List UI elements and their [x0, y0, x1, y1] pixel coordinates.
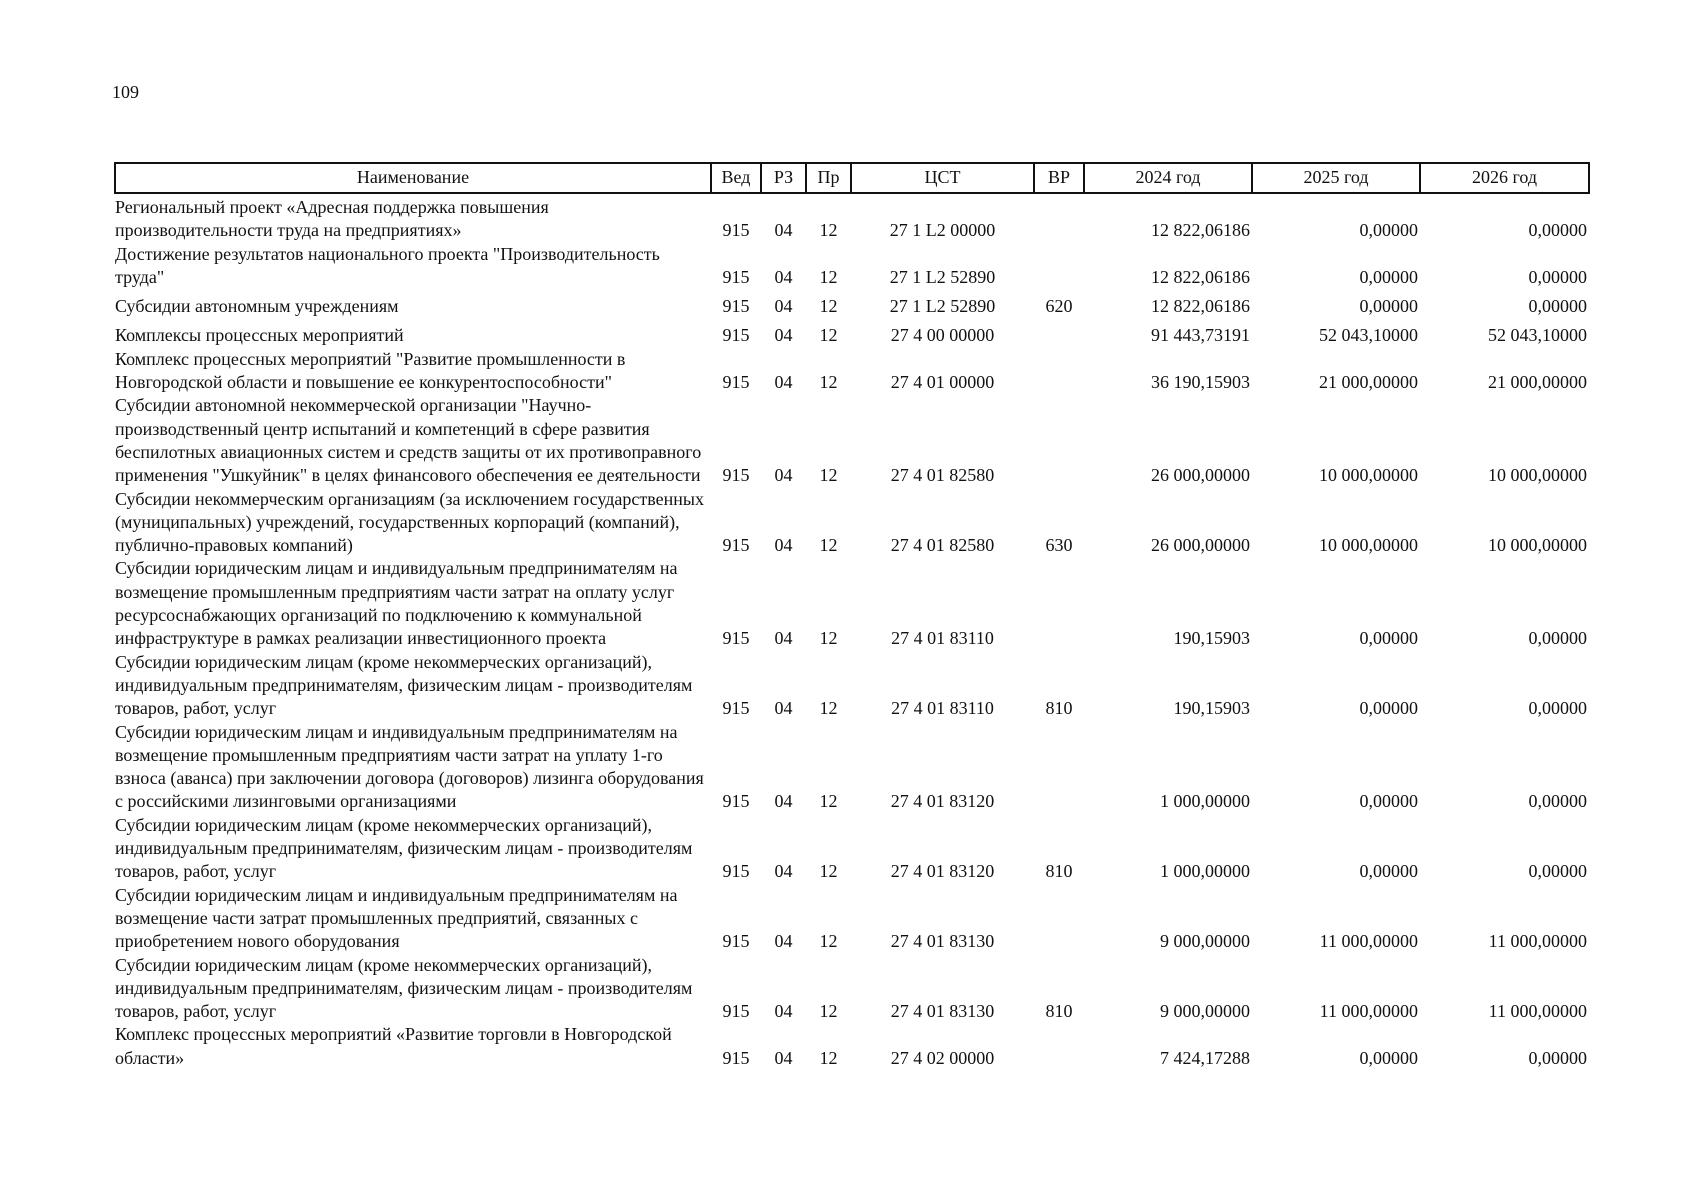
cell-2025: 0,00000: [1359, 791, 1418, 812]
cell-2025: 0,00000: [1359, 1047, 1418, 1068]
cell-2024: 1 000,00000: [1160, 861, 1250, 882]
cell-pr: 12: [819, 266, 838, 287]
cell-vr: [1034, 348, 1084, 395]
cell-pr: 12: [819, 535, 838, 556]
table-row: [115, 814, 1589, 884]
cell-2026: 0,00000: [1528, 266, 1587, 287]
cell-rz: 04: [774, 266, 793, 287]
cell-2025: 0,00000: [1359, 861, 1418, 882]
cell-pr: 12: [819, 465, 838, 486]
cell-2025: 52 043,10000: [1319, 325, 1418, 346]
cell-ved: 915: [722, 372, 750, 393]
table-row: [115, 488, 1589, 558]
cell-2025: 0,00000: [1359, 628, 1418, 649]
cell-2025: 0,00000: [1359, 296, 1418, 317]
cell-rz: 04: [774, 220, 793, 241]
cell-pr: 12: [819, 861, 838, 882]
cell-pr: 12: [819, 296, 838, 317]
cell-vr: [1034, 318, 1084, 347]
cell-2025: 0,00000: [1359, 698, 1418, 719]
table-row: [115, 954, 1589, 1024]
column-header-pr: Пр: [806, 163, 851, 193]
cell-cst: 27 4 01 83120: [890, 791, 995, 812]
cell-rz: 04: [774, 1047, 793, 1068]
cell-name: Достижение результатов национального проекта "Производительность труда": [115, 243, 660, 287]
cell-cst: 27 4 01 83110: [891, 698, 994, 719]
cell-name: Субсидии автономным учреждениям: [115, 296, 399, 317]
cell-2026: 0,00000: [1528, 861, 1587, 882]
cell-rz: 04: [774, 791, 793, 812]
cell-vr: [1034, 1023, 1084, 1070]
cell-2025: 0,00000: [1359, 266, 1418, 287]
budget-table: [114, 162, 1590, 1070]
cell-rz: 04: [774, 1001, 793, 1022]
table-row: [115, 1023, 1589, 1070]
table-row: [115, 193, 1589, 243]
cell-vr: [1034, 884, 1084, 954]
cell-2025: 0,00000: [1359, 220, 1418, 241]
cell-2026: 0,00000: [1528, 628, 1587, 649]
cell-rz: 04: [774, 465, 793, 486]
cell-2024: 190,15903: [1173, 628, 1250, 649]
cell-name: Субсидии юридическим лицам (кроме некоммерческих организаций), индивидуальным предпринимателям, физическим лицам - производителям товаров, работ, услуг: [115, 651, 693, 719]
cell-ved: 915: [722, 861, 750, 882]
cell-rz: 04: [774, 698, 793, 719]
cell-vr: 620: [1045, 296, 1073, 317]
table-header-row: [115, 163, 1589, 193]
cell-2024: 7 424,17288: [1160, 1047, 1250, 1068]
column-header-name: Наименование: [115, 163, 711, 193]
cell-ved: 915: [722, 698, 750, 719]
cell-cst: 27 1 L2 52890: [889, 266, 996, 287]
cell-2026: 11 000,00000: [1488, 1001, 1587, 1022]
cell-2024: 9 000,00000: [1160, 1001, 1250, 1022]
cell-2026: 10 000,00000: [1488, 465, 1587, 486]
cell-2024: 36 190,15903: [1151, 372, 1250, 393]
cell-pr: 12: [819, 791, 838, 812]
cell-rz: 04: [774, 372, 793, 393]
column-header-2026: 2026 год: [1420, 163, 1589, 193]
table-row: [115, 318, 1589, 347]
cell-pr: 12: [819, 325, 838, 346]
cell-pr: 12: [819, 1047, 838, 1068]
cell-2024: 26 000,00000: [1151, 535, 1250, 556]
cell-2024: 12 822,06186: [1151, 266, 1250, 287]
cell-ved: 915: [722, 220, 750, 241]
cell-2024: 26 000,00000: [1151, 465, 1250, 486]
cell-ved: 915: [722, 535, 750, 556]
cell-vr: 810: [1045, 861, 1073, 882]
table-body: [115, 193, 1589, 1070]
cell-vr: [1034, 394, 1084, 487]
cell-vr: 630: [1045, 535, 1073, 556]
cell-cst: 27 4 01 83130: [890, 931, 995, 952]
cell-ved: 915: [722, 266, 750, 287]
cell-2026: 0,00000: [1528, 1047, 1587, 1068]
cell-cst: 27 4 01 82580: [890, 535, 995, 556]
cell-name: Субсидии юридическим лицам (кроме некоммерческих организаций), индивидуальным предпринимателям, физическим лицам - производителям товаров, работ, услуг: [115, 814, 693, 882]
cell-rz: 04: [774, 535, 793, 556]
cell-vr: [1034, 721, 1084, 814]
column-header-ved: Вед: [711, 163, 761, 193]
cell-cst: 27 4 01 00000: [890, 372, 995, 393]
table-row: [115, 348, 1589, 395]
cell-2025: 11 000,00000: [1319, 931, 1418, 952]
cell-cst: 27 4 01 83110: [891, 628, 994, 649]
cell-2024: 91 443,73191: [1151, 325, 1250, 346]
cell-cst: 27 4 01 83130: [890, 1001, 995, 1022]
table-row: [115, 243, 1589, 290]
cell-vr: [1034, 557, 1084, 650]
cell-rz: 04: [774, 296, 793, 317]
cell-2025: 11 000,00000: [1319, 1001, 1418, 1022]
cell-name: Комплекс процессных мероприятий «Развитие торговли в Новгородской области»: [115, 1024, 672, 1068]
cell-pr: 12: [819, 628, 838, 649]
cell-ved: 915: [722, 1047, 750, 1068]
cell-2024: 12 822,06186: [1151, 220, 1250, 241]
cell-2026: 21 000,00000: [1488, 372, 1587, 393]
cell-pr: 12: [819, 931, 838, 952]
table-row: [115, 721, 1589, 814]
cell-2026: 10 000,00000: [1488, 535, 1587, 556]
cell-name: Субсидии юридическим лицам и индивидуальным предпринимателям на возмещение промышленным предприятиям части затрат на уплату 1-го взноса (аванса) при заключении договора (договоров) лизинга оборудования с российскими лизинговыми организациями: [115, 721, 704, 812]
cell-2024: 12 822,06186: [1151, 296, 1250, 317]
cell-2026: 0,00000: [1528, 220, 1587, 241]
cell-ved: 915: [722, 791, 750, 812]
column-header-2024: 2024 год: [1084, 163, 1252, 193]
table-row: [115, 557, 1589, 650]
cell-ved: 915: [722, 1001, 750, 1022]
column-header-cst: ЦСТ: [851, 163, 1034, 193]
cell-name: Субсидии автономной некоммерческой организации "Научно-производственный центр испытаний и компетенций в сфере развития беспилотных авиационных систем и средств защиты от их противоправного применения "Ушкуйник" в целях финансового обеспечения ее деятельности: [115, 395, 702, 486]
cell-2024: 9 000,00000: [1160, 931, 1250, 952]
cell-name: Субсидии юридическим лицам и индивидуальным предпринимателям на возмещение промышленным предприятиям части затрат на оплату услуг ресурсоснабжающих организаций по подключению к коммунальной инфраструктуре в рамках реализации инвестиционного проекта: [115, 558, 678, 649]
cell-cst: 27 4 02 00000: [890, 1047, 995, 1068]
table-row: [115, 394, 1589, 487]
column-header-rz: РЗ: [761, 163, 806, 193]
cell-name: Субсидии юридическим лицам и индивидуальным предпринимателям на возмещение части затрат промышленных предприятий, связанных с приобретением нового оборудования: [115, 884, 678, 952]
cell-pr: 12: [819, 220, 838, 241]
cell-cst: 27 4 01 83120: [890, 861, 995, 882]
cell-2025: 21 000,00000: [1319, 372, 1418, 393]
cell-cst: 27 4 00 00000: [890, 325, 995, 346]
cell-2026: 11 000,00000: [1488, 931, 1587, 952]
cell-name: Субсидии некоммерческим организациям (за исключением государственных (муниципальных) учреждений, государственных корпораций (компаний), публично-правовых компаний): [115, 488, 705, 556]
cell-2024: 190,15903: [1173, 698, 1250, 719]
cell-cst: 27 1 L2 00000: [889, 220, 996, 241]
cell-vr: 810: [1045, 698, 1073, 719]
cell-2025: 10 000,00000: [1319, 465, 1418, 486]
column-header-2025: 2025 год: [1252, 163, 1420, 193]
cell-vr: [1034, 243, 1084, 290]
table-row: [115, 289, 1589, 318]
column-header-vr: ВР: [1034, 163, 1084, 193]
cell-name: Комплекс процессных мероприятий "Развитие промышленности в Новгородской области и повышение ее конкурентоспособности": [115, 348, 626, 393]
cell-name: Комплексы процессных мероприятий: [115, 325, 404, 346]
cell-cst: 27 4 01 82580: [890, 465, 995, 486]
cell-rz: 04: [774, 325, 793, 346]
cell-name: Региональный проект «Адресная поддержка повышения производительности труда на предприятиях»: [115, 197, 549, 241]
cell-pr: 12: [819, 372, 838, 393]
cell-2026: 0,00000: [1528, 698, 1587, 719]
table-row: [115, 651, 1589, 721]
table-row: [115, 884, 1589, 954]
cell-ved: 915: [722, 296, 750, 317]
cell-2026: 0,00000: [1528, 791, 1587, 812]
cell-ved: 915: [722, 628, 750, 649]
cell-ved: 915: [722, 325, 750, 346]
cell-cst: 27 1 L2 52890: [889, 296, 996, 317]
cell-rz: 04: [774, 628, 793, 649]
cell-rz: 04: [774, 931, 793, 952]
cell-rz: 04: [774, 861, 793, 882]
cell-2025: 10 000,00000: [1319, 535, 1418, 556]
cell-2026: 52 043,10000: [1488, 325, 1587, 346]
cell-2024: 1 000,00000: [1160, 791, 1250, 812]
cell-pr: 12: [819, 698, 838, 719]
cell-ved: 915: [722, 931, 750, 952]
cell-name: Субсидии юридическим лицам (кроме некоммерческих организаций), индивидуальным предпринимателям, физическим лицам - производителям товаров, работ, услуг: [115, 954, 693, 1022]
cell-vr: [1034, 193, 1084, 243]
cell-2026: 0,00000: [1528, 296, 1587, 317]
page-number: 109: [112, 82, 139, 102]
cell-ved: 915: [722, 465, 750, 486]
cell-pr: 12: [819, 1001, 838, 1022]
cell-vr: 810: [1045, 1001, 1073, 1022]
